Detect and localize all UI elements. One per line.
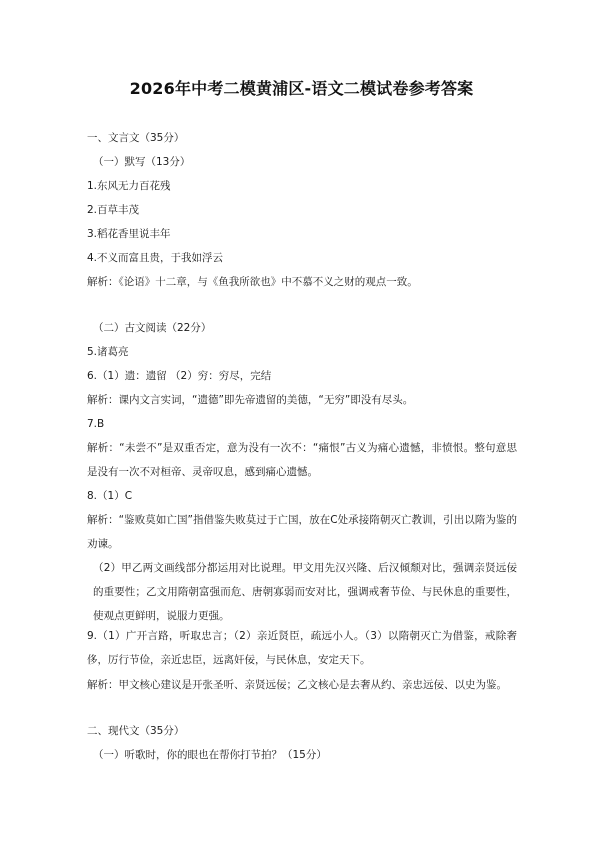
part-1-heading: （一）默写（13分） (93, 156, 191, 168)
analysis-6: 解析：课内文言实词，“遗德”即先帝遗留的美德，“无穷”即没有尽头。 (87, 394, 414, 406)
answer-5: 5.诸葛亮 (87, 346, 129, 358)
answer-4: 4.不义而富且贵，于我如浮云 (87, 252, 224, 264)
section-2-heading: 二、现代文（35分） (87, 725, 185, 737)
answer-8-2: （2）甲乙两文画线部分都运用对比说理。甲文用先汉兴隆、后汉倾颓对比，强调亲贤远佞的重要性；乙文用隋朝富强而危、唐朝寡弱而安对比，强调戒奢节俭、与民休息的重要性，使观点更鲜明，说服力更强。 (93, 562, 517, 622)
analysis-8-1: 解析：“鉴败莫如亡国”指借鉴失败莫过于亡国，放在C处承接隋朝灭亡教训，引出以隋为鉴的劝谏。 (87, 514, 517, 550)
document-title: 2026年中考二模黄浦区-语文二模试卷参考答案 (129, 79, 474, 98)
answer-2: 2.百草丰茂 (87, 204, 140, 216)
answer-7: 7.B (87, 418, 105, 430)
section-1-heading: 一、文言文（35分） (87, 132, 185, 144)
answer-6: 6.（1）遗：遗留 （2）穷：穷尽，完结 (87, 370, 272, 382)
answer-1: 1.东风无力百花残 (87, 180, 171, 192)
answer-9: 9.（1）广开言路，听取忠言；（2）亲近贤臣，疏远小人。（3）以隋朝灭亡为借鉴，戒除奢侈，厉行节俭，亲近忠臣，远离奸佞，与民休息，安定天下。 (87, 630, 517, 666)
section-2-part-1-heading: （一）听歌时，你的眼也在帮你打节拍？（15分） (93, 749, 327, 761)
analysis-4: 解析：《论语》十二章，与《鱼我所欲也》中不慕不义之财的观点一致。 (87, 276, 418, 288)
analysis-7: 解析：“未尝不”是双重否定，意为没有一次不：“痛恨”古义为痛心遗憾，非愤恨。整句意思是没有一次不对桓帝、灵帝叹息，感到痛心遗憾。 (87, 442, 517, 478)
analysis-9: 解析：甲文核心建议是开张圣听、亲贤远佞；乙文核心是去奢从约、亲忠远佞、以史为鉴。 (87, 679, 507, 691)
answer-8-1: 8.（1）C (87, 490, 133, 502)
answer-3: 3.稻花香里说丰年 (87, 228, 171, 240)
part-2-heading: （二）古文阅读（22分） (93, 322, 212, 334)
